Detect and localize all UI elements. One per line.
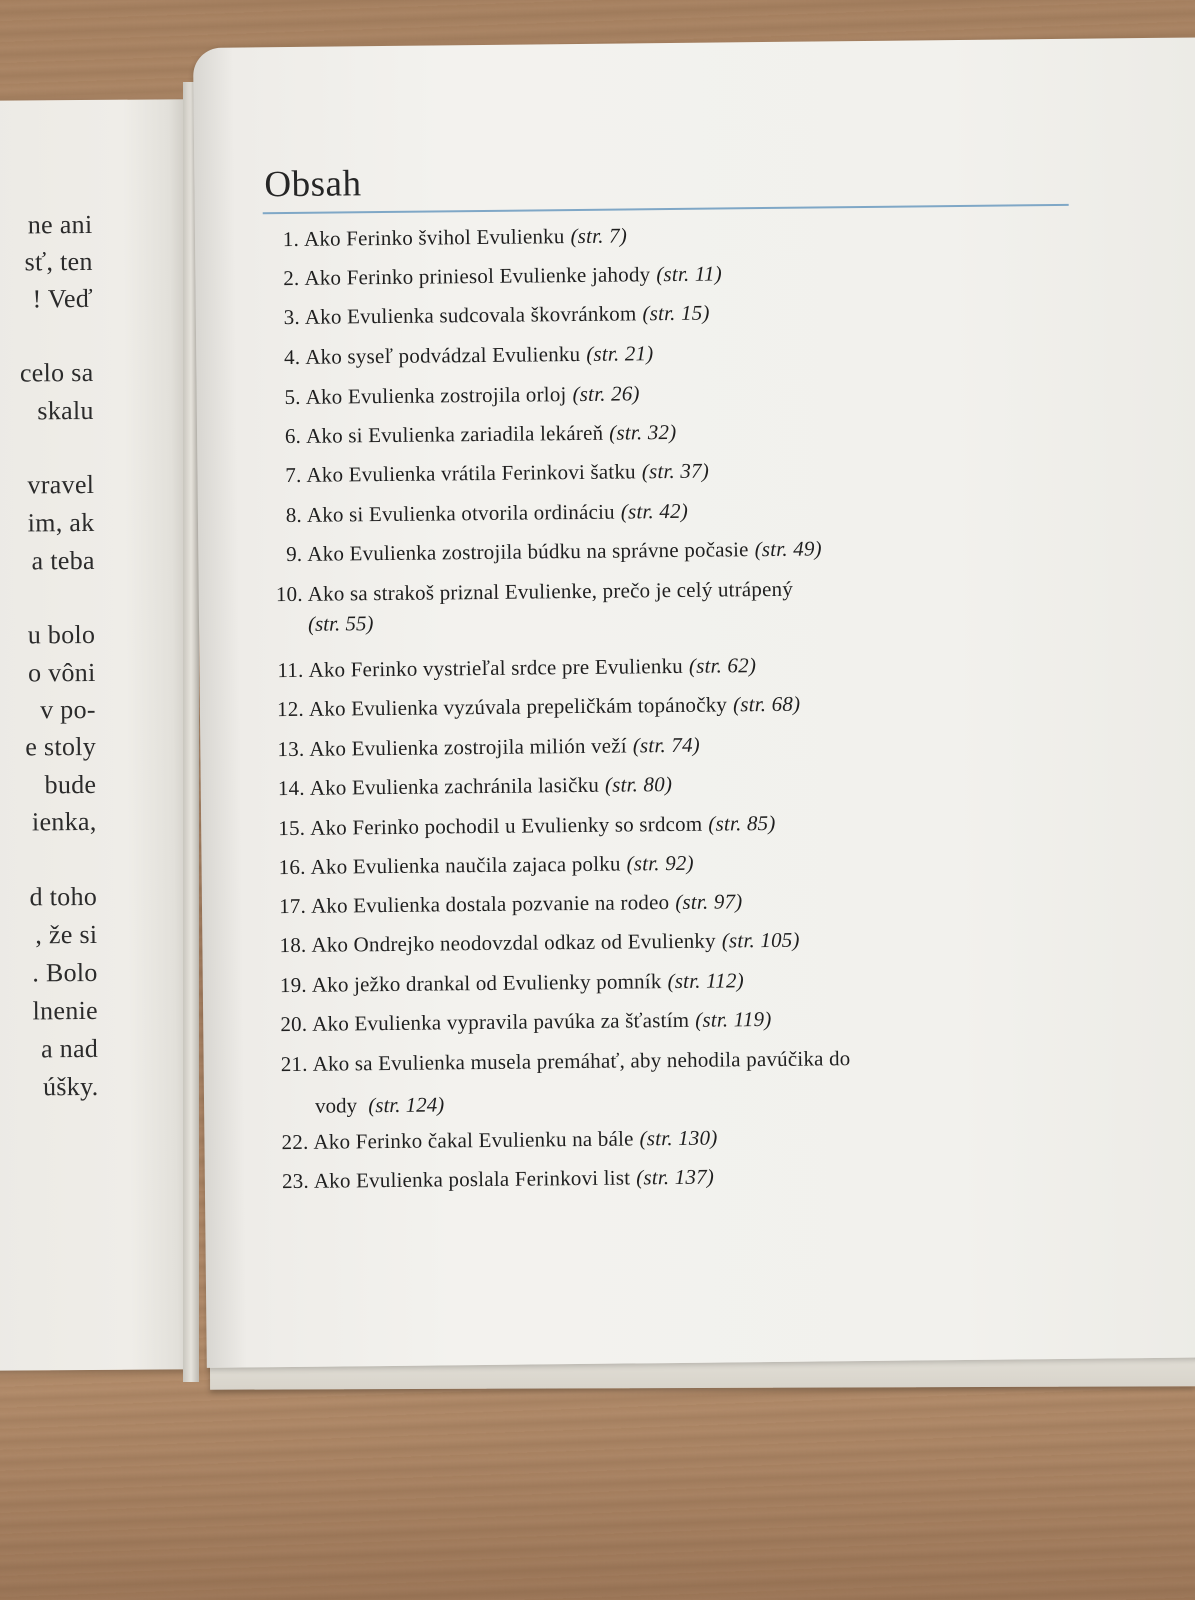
toc-entry-10-page: (str. 55) xyxy=(307,611,374,636)
toc-entry xyxy=(276,1159,1195,1194)
toc-entry-title: Ako Evulienka vrátila Ferinkovi šatku xyxy=(306,459,636,487)
toc-entry-title: Ako si Evulienka zariadila lekáreň xyxy=(305,420,604,448)
toc-entry-title: Ako Ferinko pochodil u Evulienky so srdcom xyxy=(310,811,703,840)
toc-entry-page: (str. 130) xyxy=(639,1125,718,1151)
toc-entry-title: Ako syseľ podvádzal Evulienku xyxy=(305,341,581,369)
toc-entry-title: Ako Ferinko vystrieľal srdce pre Evulienku xyxy=(308,653,684,682)
toc-entry-title: Ako Ferinko priniesol Evulienke jahody xyxy=(304,262,651,290)
toc-entry-number: 19. xyxy=(279,972,307,998)
toc-entry-page: (str. 119) xyxy=(695,1006,772,1032)
left-page-text-line: im, ak xyxy=(27,507,95,538)
toc-entry xyxy=(268,453,1195,488)
toc-entry-title: Ako Evulienka naučila zajaca polku xyxy=(310,851,621,879)
toc-entry-title: Ako Ferinko čakal Evulienku na bále xyxy=(313,1126,634,1154)
left-page-text-line: skalu xyxy=(37,395,94,426)
left-page-text-line: u bolo xyxy=(27,619,96,650)
toc-entry xyxy=(267,295,1195,330)
left-page-text-line: úšky. xyxy=(42,1071,99,1102)
left-page-text-line: d toho xyxy=(29,881,98,912)
toc-entry-page: (str. 42) xyxy=(620,498,689,524)
toc-entry-number: 8. xyxy=(285,502,303,528)
toc-entry-number: 4. xyxy=(283,344,301,370)
toc-entry-page: (str. 49) xyxy=(754,536,822,562)
toc-entry-title: Ako Evulienka dostala pozvanie na rodeo xyxy=(310,890,670,918)
toc-entry xyxy=(266,217,1195,252)
toc-entry xyxy=(272,766,1195,801)
left-page-text-line: . Bolo xyxy=(32,957,98,988)
toc-entry-number: 18. xyxy=(279,932,307,958)
toc-entry-number: 11. xyxy=(277,657,304,683)
toc-entry-page: (str. 62) xyxy=(688,653,757,678)
left-page-text-line: a nad xyxy=(40,1033,99,1064)
toc-entry-21-continuation xyxy=(315,1092,444,1118)
left-page-text-line: vravel xyxy=(27,469,95,500)
left-page-text-line xyxy=(0,321,93,323)
toc-entry-title: Ako sa Evulienka musela premáhať, aby nehodila pavúčika do xyxy=(312,1046,851,1076)
toc-entry-page: (str. 85) xyxy=(708,810,776,836)
toc-entry xyxy=(266,256,1195,291)
toc-entry-title: Ako Evulienka zachránila lasičku xyxy=(309,772,600,800)
left-page-text-line xyxy=(0,433,94,435)
toc-entry-number: 16. xyxy=(278,854,306,880)
toc-entry-title: Ako Evulienka vyzúvala prepeličkám topánočky xyxy=(308,692,728,721)
toc-entry xyxy=(275,1042,1195,1077)
toc-entry xyxy=(275,1120,1195,1155)
toc-entry-title: Ako Evulienka sudcovala škovránkom xyxy=(304,301,637,329)
toc-entry-number: 21. xyxy=(280,1051,308,1077)
left-page-text-line: lnenie xyxy=(32,995,99,1026)
left-page-text-line: celo sa xyxy=(19,357,94,388)
toc-entry-number: 2. xyxy=(283,265,300,291)
toc-entry xyxy=(274,963,1195,998)
toc-entry-number: 22. xyxy=(281,1129,309,1155)
toc-entry-page: (str. 7) xyxy=(570,223,628,249)
toc-entry xyxy=(270,572,1195,607)
toc-entry-page: (str. 37) xyxy=(641,458,710,484)
toc-entry-title: Ako si Evulienka otvorila ordináciu xyxy=(306,499,615,527)
toc-entry-page: (str. 97) xyxy=(675,889,743,914)
toc-entry xyxy=(270,648,1195,683)
toc-entry-page: (str. 68) xyxy=(732,691,801,717)
toc-entry-number: 9. xyxy=(286,541,303,567)
toc-entry-title: Ako Evulienka zostrojila orloj xyxy=(305,382,567,409)
toc-entry-number: 12. xyxy=(276,696,305,722)
toc-entry-page: (str. 32) xyxy=(609,419,677,445)
toc-entry-number: 23. xyxy=(281,1168,309,1194)
toc-entry-title: Ako Evulienka vypravila pavúka za šťastím xyxy=(312,1007,690,1036)
toc-entry-title: Ako Evulienka poslala Ferinkovi list xyxy=(313,1165,631,1193)
toc-entry xyxy=(269,532,1195,567)
left-page-text-line: , že si xyxy=(35,919,98,950)
left-page-text-line: bude xyxy=(44,769,97,800)
toc-entry xyxy=(273,923,1195,958)
left-page-text-line: e stoly xyxy=(25,731,97,762)
toc-entry-number: 7. xyxy=(285,462,302,488)
left-page-text-line: o vôni xyxy=(27,657,96,688)
toc-entry-title: Ako ježko drankal od Evulienky pomník xyxy=(311,969,662,997)
toc-entry-number: 15. xyxy=(278,815,306,841)
left-page-text-line: ienka, xyxy=(31,806,97,837)
toc-entry xyxy=(273,884,1195,919)
left-page-text-line: a teba xyxy=(31,545,95,576)
toc-entry-21-page: (str. 124) xyxy=(368,1092,445,1118)
toc-entry-page: (str. 26) xyxy=(572,381,640,407)
toc-title: Obsah xyxy=(264,163,362,206)
toc-entry-number: 20. xyxy=(280,1011,308,1037)
toc-entry-page: (str. 11) xyxy=(656,261,723,287)
toc-entry-page: (str. 74) xyxy=(632,732,701,758)
toc-entry-page: (str. 112) xyxy=(667,968,744,994)
toc-entry-page: (str. 80) xyxy=(604,772,673,797)
left-page-text-line xyxy=(0,845,97,847)
toc-entry-number: 1. xyxy=(282,226,300,252)
toc-entry-number: 3. xyxy=(283,304,300,330)
title-rule xyxy=(263,204,1069,214)
left-page-text-line: v po- xyxy=(40,694,96,725)
left-page-text-line: ne ani xyxy=(27,209,93,240)
toc-entry xyxy=(274,1002,1195,1037)
toc-entry xyxy=(271,687,1195,722)
toc-entry xyxy=(267,335,1195,370)
right-page xyxy=(193,37,1195,1367)
toc-entry-page: (str. 15) xyxy=(642,300,710,326)
toc-entry xyxy=(272,806,1195,841)
toc-entry-21-text-cont: vody xyxy=(314,1093,358,1118)
left-page-text-line xyxy=(0,583,95,585)
toc-entry-page: (str. 21) xyxy=(586,341,654,366)
toc-entry-number: 13. xyxy=(277,736,305,762)
toc-entry xyxy=(268,414,1195,449)
toc-entry-page: (str. 105) xyxy=(721,927,800,953)
toc-entry xyxy=(268,375,1195,410)
toc-entry xyxy=(271,727,1195,762)
toc-entry-title: Ako Ondrejko neodovzdal odkaz od Evulienky xyxy=(311,928,716,957)
toc-entry-number: 6. xyxy=(284,423,302,449)
left-page-text-line: sť, ten xyxy=(24,246,93,277)
toc-entry xyxy=(269,493,1195,528)
toc-entry-page: (str. 137) xyxy=(636,1164,715,1190)
toc-entry-title: Ako Evulienka zostrojila búdku na správne počasie xyxy=(307,537,749,566)
toc-entry xyxy=(272,845,1195,880)
toc-entry-title: Ako Evulienka zostrojila milión veží xyxy=(309,733,627,761)
left-page xyxy=(0,99,194,1370)
toc-entry-number: 17. xyxy=(279,893,307,919)
toc-entry-number: 10. xyxy=(275,581,303,607)
toc-entry-title: Ako Ferinko švihol Evulienku xyxy=(303,224,565,251)
toc-entry-page: (str. 92) xyxy=(626,850,694,876)
left-page-text-line: ! Veď xyxy=(32,283,94,314)
toc-entry-number: 14. xyxy=(277,775,305,801)
toc-entry-title: Ako sa strakoš priznal Evulienke, prečo je celý utrápený xyxy=(307,576,794,606)
toc-entry-number: 5. xyxy=(284,384,301,410)
